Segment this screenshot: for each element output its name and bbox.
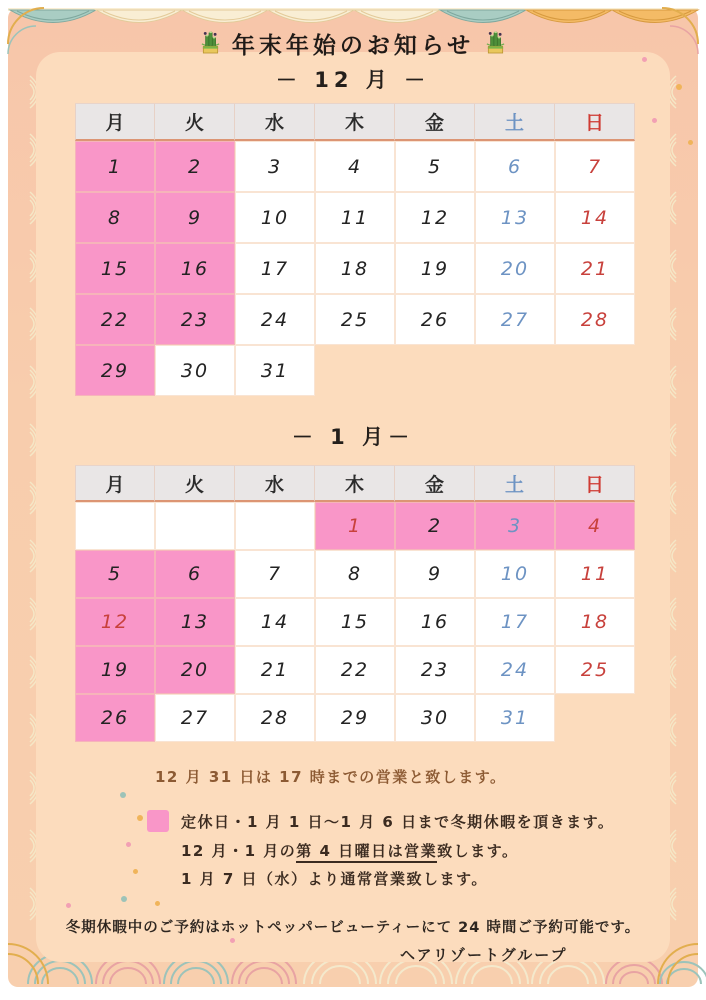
calendar-cell: 24: [235, 294, 315, 345]
calendar-cell: 4: [555, 502, 635, 550]
note-dec31: 12 月 31 日は 17 時までの営業と致します。: [155, 768, 507, 786]
calendar-cell: 1: [315, 502, 395, 550]
december-calendar: [75, 103, 635, 396]
calendar-cell: 21: [235, 646, 315, 694]
calendar-cell: 18: [315, 243, 395, 294]
calendar-cell: 3: [475, 502, 555, 550]
calendar-week-row: [75, 345, 635, 396]
note-fourth-sunday-underlined: 第 4 日曜日は営業: [296, 842, 437, 863]
calendar-week-row: [75, 192, 635, 243]
calendar-cell: 7: [555, 141, 635, 192]
weekday-header: 金: [395, 465, 475, 502]
weekday-header: 水: [235, 465, 315, 502]
kadomatsu-icon: [199, 29, 222, 59]
calendar-cell: 12: [395, 192, 475, 243]
signature: ヘアリゾートグループ: [400, 946, 568, 964]
confetti-dot: [121, 896, 127, 902]
calendar-cell: 28: [555, 294, 635, 345]
calendar-cell: [235, 502, 315, 550]
calendar-cell: 8: [75, 192, 155, 243]
weekday-header: 土: [475, 465, 555, 502]
calendar-cell: 22: [315, 646, 395, 694]
calendar-cell: 11: [315, 192, 395, 243]
calendar-cell: 9: [155, 192, 235, 243]
confetti-dot: [66, 903, 71, 908]
calendar-cell: 31: [235, 345, 315, 396]
calendar-cell: 17: [475, 598, 555, 646]
footer-note: 冬期休暇中のご予約はホットペッパービューティーにて 24 時間ご予約可能です。: [65, 920, 641, 936]
weekday-header: 火: [155, 465, 235, 502]
confetti-dot: [155, 901, 160, 906]
calendar-cell: 18: [555, 598, 635, 646]
calendar-cell: 13: [475, 192, 555, 243]
calendar-cell: 22: [75, 294, 155, 345]
calendar-cell: 15: [315, 598, 395, 646]
january-calendar: [75, 465, 635, 742]
confetti-dot: [137, 815, 143, 821]
calendar-cell: 12: [75, 598, 155, 646]
calendar-week-row: [75, 294, 635, 345]
calendar-cell: 2: [395, 502, 475, 550]
calendar-cell: 14: [555, 192, 635, 243]
confetti-dot: [126, 842, 131, 847]
calendar-cell: 26: [75, 694, 155, 742]
calendar-cell: 2: [155, 141, 235, 192]
calendar-cell: 9: [395, 550, 475, 598]
weekday-header: 日: [555, 103, 635, 141]
calendar-cell: 10: [235, 192, 315, 243]
calendar-cell: 27: [475, 294, 555, 345]
calendar-week-row: [75, 694, 635, 742]
confetti-dot: [688, 140, 693, 145]
calendar-cell: 17: [235, 243, 315, 294]
confetti-dot: [230, 938, 235, 943]
weekday-header: 月: [75, 465, 155, 502]
note-fourth-sunday-prefix: 12 月・1 月の: [181, 842, 297, 860]
note-legend: 定休日・1 月 1 日〜1 月 6 日まで冬期休暇を頂きます。: [181, 812, 615, 831]
kadomatsu-icon: [484, 29, 507, 59]
calendar-cell: 6: [155, 550, 235, 598]
calendar-cell: 30: [395, 694, 475, 742]
calendar-cell: 6: [475, 141, 555, 192]
note-fourth-sunday-suffix: 致します。: [437, 842, 519, 860]
confetti-dot: [642, 57, 647, 62]
calendar-cell: 28: [235, 694, 315, 742]
calendar-cell: 30: [155, 345, 235, 396]
calendar-cell: 20: [475, 243, 555, 294]
weekday-header: 火: [155, 103, 235, 141]
weekday-header: 水: [235, 103, 315, 141]
calendar-week-row: [75, 243, 635, 294]
calendar-cell: 23: [395, 646, 475, 694]
legend-row: [147, 810, 614, 832]
weekday-header: 月: [75, 103, 155, 141]
december-title: － 12 月 －: [275, 68, 431, 92]
calendar-cell: 23: [155, 294, 235, 345]
calendar-cell: 8: [315, 550, 395, 598]
calendar-cell: 10: [475, 550, 555, 598]
calendar-cell: 4: [315, 141, 395, 192]
calendar-cell: 25: [315, 294, 395, 345]
calendar-cell: 5: [395, 141, 475, 192]
closed-day-swatch: [147, 810, 169, 832]
weekday-header-row: [75, 103, 635, 141]
weekday-header: 金: [395, 103, 475, 141]
calendar-cell: [75, 502, 155, 550]
calendar-week-row: [75, 502, 635, 550]
calendar-cell: 7: [235, 550, 315, 598]
calendar-cell: 27: [155, 694, 235, 742]
page-title-row: [0, 27, 706, 60]
weekday-header: 木: [315, 103, 395, 141]
page-title: 年末年始のお知らせ: [231, 33, 475, 59]
calendar-cell: 19: [395, 243, 475, 294]
january-title: － 1 月－: [291, 425, 415, 449]
confetti-dot: [652, 118, 657, 123]
confetti-dot: [120, 792, 126, 798]
calendar-cell: 14: [235, 598, 315, 646]
weekday-header: 日: [555, 465, 635, 502]
calendar-cell: 26: [395, 294, 475, 345]
calendar-cell: 13: [155, 598, 235, 646]
calendar-cell: 25: [555, 646, 635, 694]
calendar-cell: 3: [235, 141, 315, 192]
confetti-dot: [133, 869, 138, 874]
calendar-cell: 19: [75, 646, 155, 694]
note-fourth-sunday: [181, 840, 518, 861]
calendar-cell: 16: [395, 598, 475, 646]
weekday-header: 木: [315, 465, 395, 502]
note-jan7: 1 月 7 日（水）より通常営業致します。: [181, 870, 488, 888]
calendar-cell: 29: [75, 345, 155, 396]
calendar-week-row: [75, 550, 635, 598]
calendar-cell: 20: [155, 646, 235, 694]
calendar-week-row: [75, 598, 635, 646]
calendar-week-row: [75, 141, 635, 192]
calendar-cell: 16: [155, 243, 235, 294]
weekday-header-row: [75, 465, 635, 502]
calendar-cell: 1: [75, 141, 155, 192]
confetti-dot: [676, 84, 682, 90]
calendar-cell: 15: [75, 243, 155, 294]
calendar-cell: 29: [315, 694, 395, 742]
calendar-cell: 5: [75, 550, 155, 598]
weekday-header: 土: [475, 103, 555, 141]
calendar-week-row: [75, 646, 635, 694]
calendar-cell: 21: [555, 243, 635, 294]
calendar-cell: 11: [555, 550, 635, 598]
calendar-cell: 24: [475, 646, 555, 694]
calendar-cell: 31: [475, 694, 555, 742]
calendar-cell: [155, 502, 235, 550]
